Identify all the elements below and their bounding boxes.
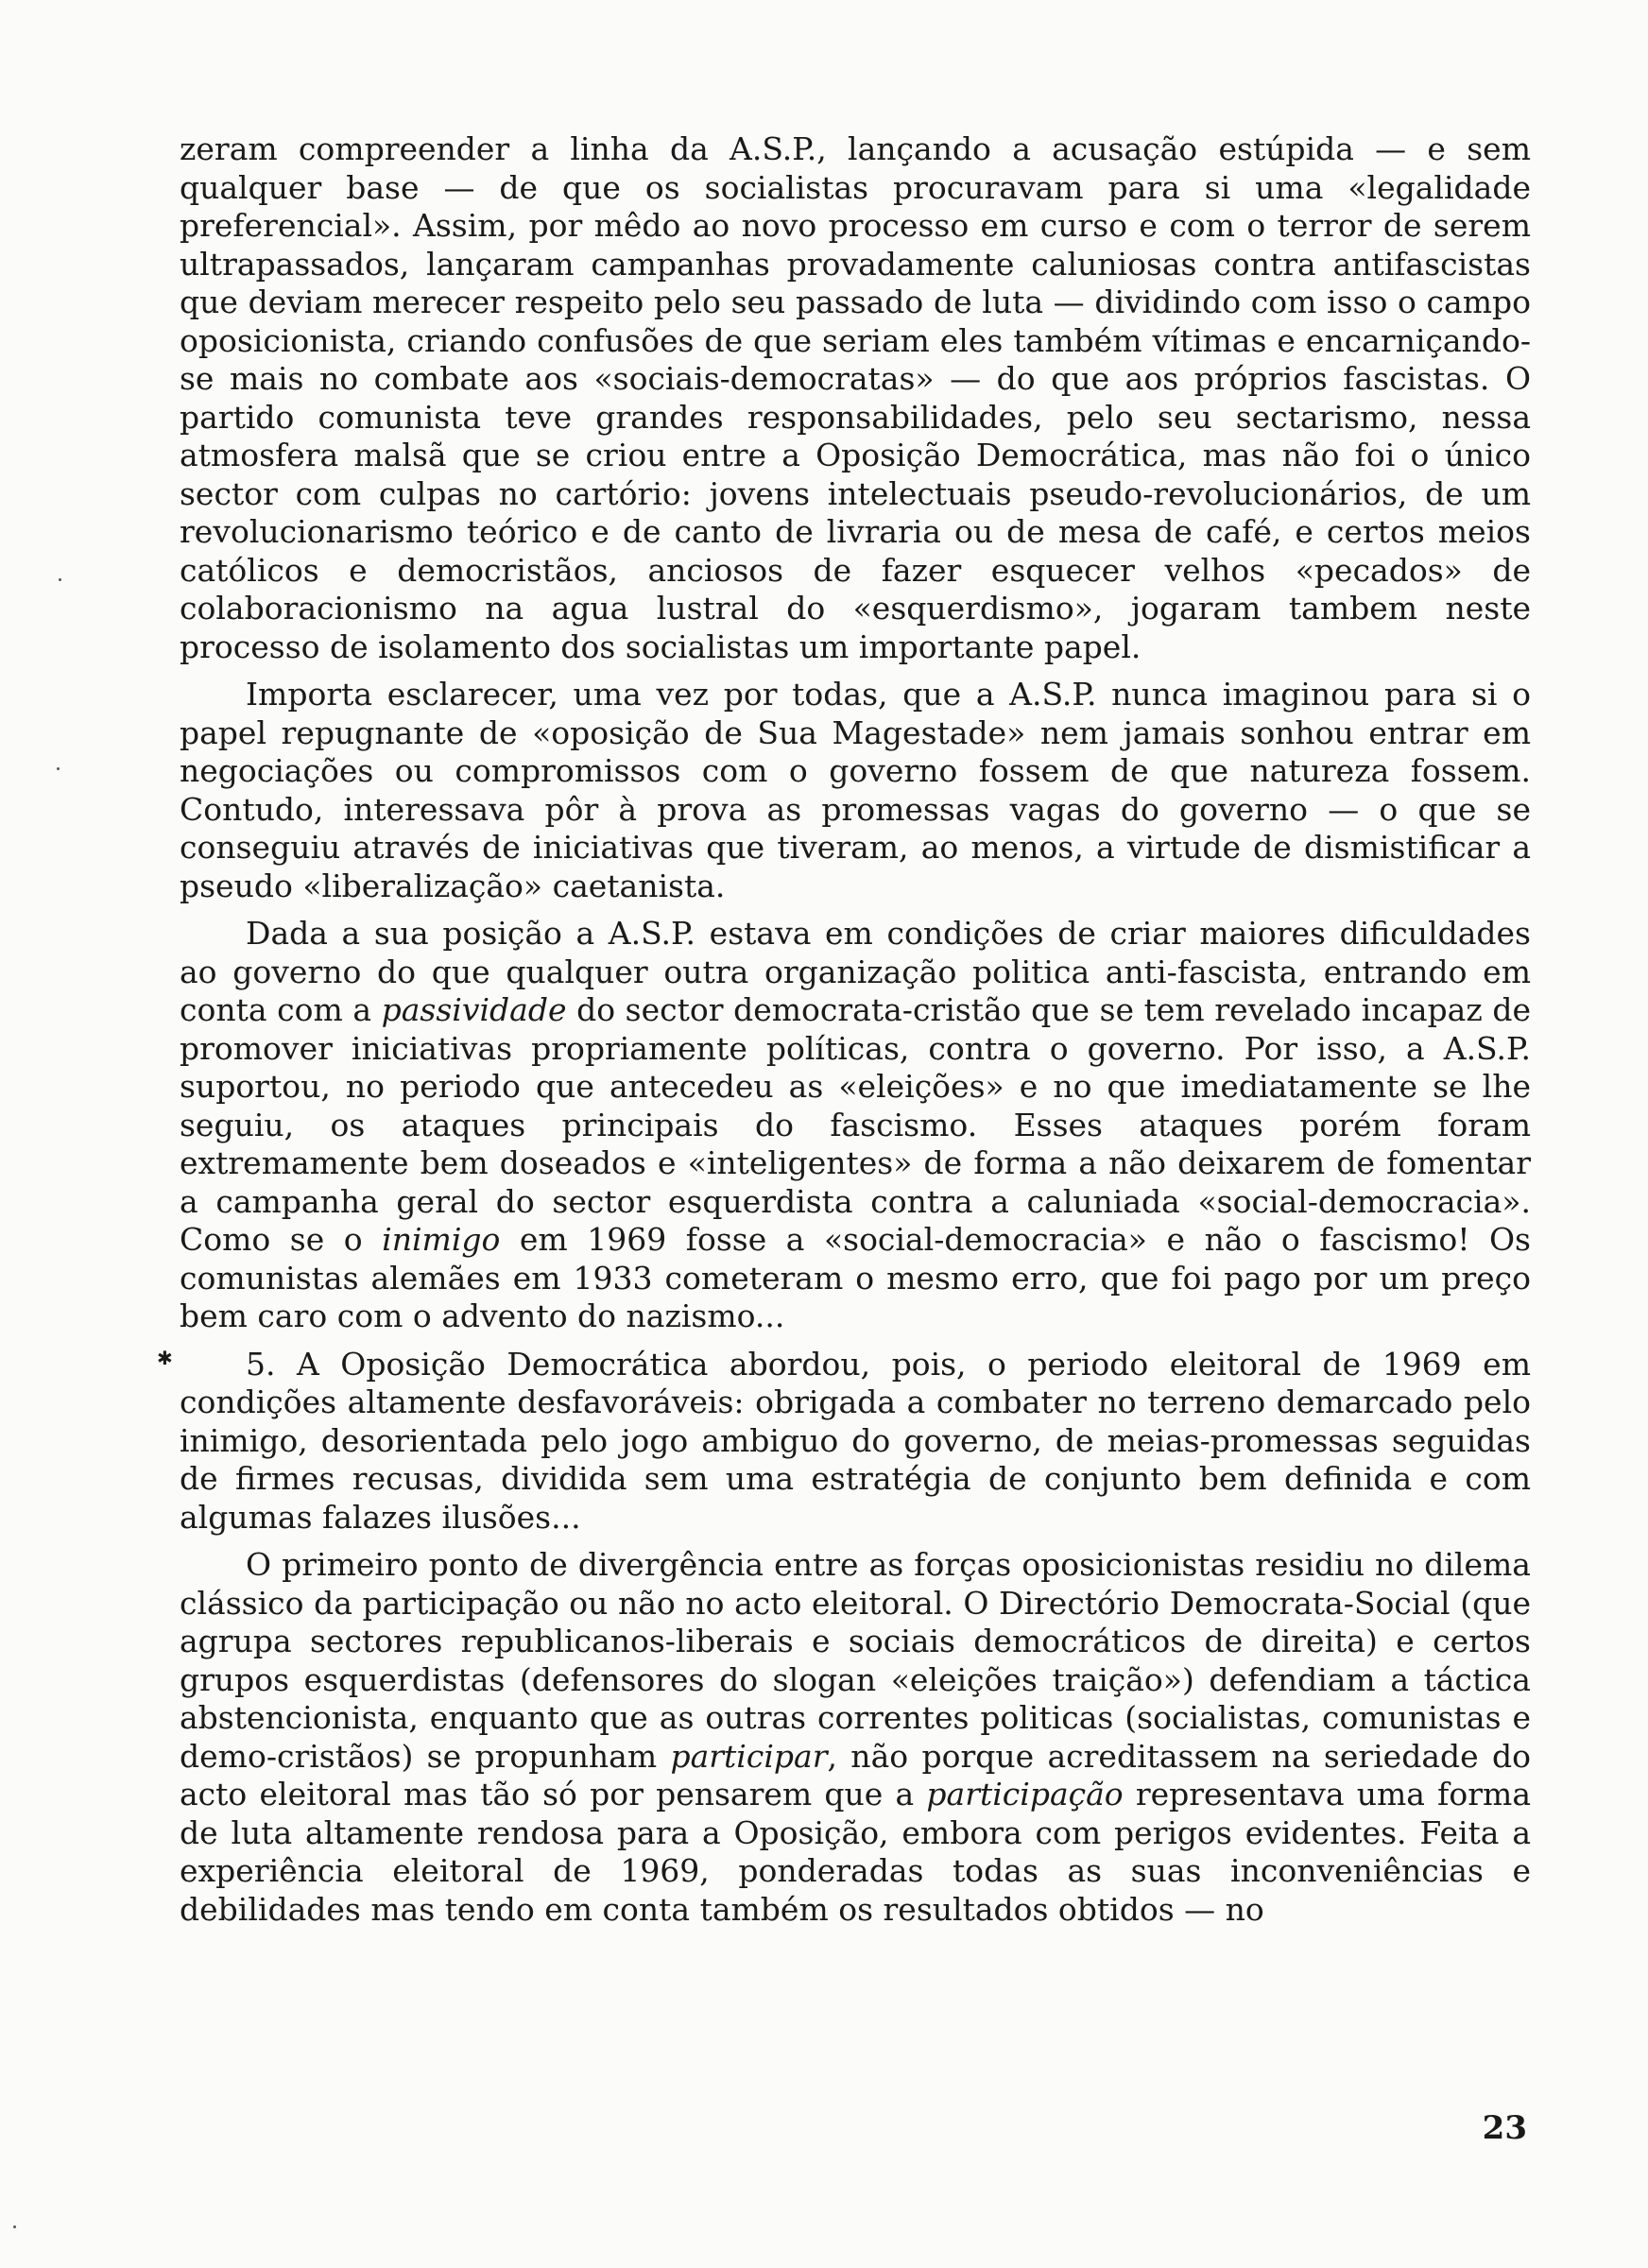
italic-text-segment: participação — [926, 1776, 1124, 1813]
text-segment: , não porque acreditassem na seriedade do acto eleitoral mas tão só por pensarem que a — [180, 1737, 1532, 1813]
text-segment: O primeiro ponto de divergência entre as forças oposicionistas residiu no dilema clássico da participação ou não no acto eleitoral. O Directório Democrata-Social (que agrupa sectores republicanos-liberais e sociais democráticos de direita) e certos grupos esquerdistas (defensores do slogan «eleições traição») defendiam a táctica abstencionista, enquanto que as outras correntes politicas (socialistas, comunistas e demo-cristãos) se propunham — [180, 1546, 1531, 1775]
paragraph-5 — [180, 1546, 1531, 1929]
text-segment: Dada a sua posição a A.S.P. estava em condições de criar maiores dificuldades ao governo do que qualquer outra organização politica anti-fascista, entrando em conta com a — [180, 915, 1531, 1028]
text-segment: zeram compreender a linha da A.S.P., lançando a acusação estúpida — e sem qualquer base — de que os socialistas procuravam para si uma «legalidade preferencial». Assim, por mêdo ao novo processo em curso e com o terror de serem ultrapassados, lançaram campanhas provadamente caluniosas contra antifascistas que deviam merecer respeito pelo seu passado de luta — dividindo com isso o campo oposicionista, criando confusões de que seriam eles também vítimas e encarniçando-se mais no combate aos «sociais-democratas» — do que aos próprios fascistas. O partido comunista teve grandes responsabilidades, pelo seu sectarismo, nessa atmosfera malsã que se criou entre a Oposição Democrática, mas não foi o único sector com culpas no cartório: jovens intelectuais pseudo-revolucionários, de um revolucionarismo teórico e de canto de livraria ou de mesa de café, e certos meios católicos e democristãos, anciosos de fazer esquecer velhos «pecados» de colaboracionismo na agua lustral do «esquerdismo», jogaram tambem neste processo de isolamento dos socialistas um importante papel. — [180, 130, 1531, 665]
scan-speck — [57, 767, 60, 770]
text-segment: 5. A Oposição Democrática abordou, pois, o periodo eleitoral de 1969 em condições altamente desfavoráveis: obrigada a combater no terreno demarcado pelo inimigo, desorientada pelo jogo ambiguo do governo, de meias-promessas seguidas de firmes recusas, dividida sem uma estratégia de conjunto bem definida e com algumas falazes ilusões... — [180, 1345, 1531, 1536]
margin-asterisk-mark: ✱ — [157, 1347, 173, 1369]
body-text — [180, 130, 1531, 1938]
italic-text-segment: inimigo — [382, 1221, 501, 1258]
scan-speck — [13, 2225, 16, 2228]
text-segment: representava uma forma de luta altamente rendosa para a Oposição, embora com perigos evidentes. Feita a experiência eleitoral de 1969, ponderadas todas as suas inconveniências e debilidades mas tendo em conta também os resultados obtidos — no — [180, 1776, 1531, 1928]
page-number: 23 — [1482, 2109, 1527, 2147]
paragraph-4-numbered — [180, 1346, 1531, 1538]
text-segment: em 1969 fosse a «social-democracia» e não o fascismo! Os comunistas alemães em 1933 cometeram o mesmo erro, que foi pago por um preço bem caro com o advento do nazismo... — [180, 1221, 1531, 1334]
paragraph-3 — [180, 915, 1531, 1336]
paragraph-1 — [180, 130, 1531, 666]
paragraph-2 — [180, 676, 1531, 905]
italic-text-segment: participar — [670, 1737, 828, 1775]
text-segment: Importa esclarecer, uma vez por todas, que a A.S.P. nunca imaginou para si o papel repugnante de «oposição de Sua Magestade» nem jamais sonhou entrar em negociações ou compromissos com o governo fossem de que natureza fossem. Contudo, interessava pôr à prova as promessas vagas do governo — o que se conseguiu através de iniciativas que tiveram, ao menos, a virtude de dismistificar a pseudo «liberalização» caetanista. — [180, 676, 1531, 904]
text-segment: do sector democrata-cristão que se tem revelado incapaz de promover iniciativas propriamente políticas, contra o governo. Por isso, a A.S.P. suportou, no periodo que antecedeu as «eleições» e no que imediatamente se lhe seguiu, os ataques principais do fascismo. Esses ataques porém foram extremamente bem doseados e «inteligentes» de forma a não deixarem de fomentar a campanha geral do sector esquerdista contra a caluniada «social-democracia». Como se o — [180, 991, 1531, 1258]
italic-text-segment: passividade — [381, 991, 567, 1028]
scan-speck — [59, 578, 61, 581]
